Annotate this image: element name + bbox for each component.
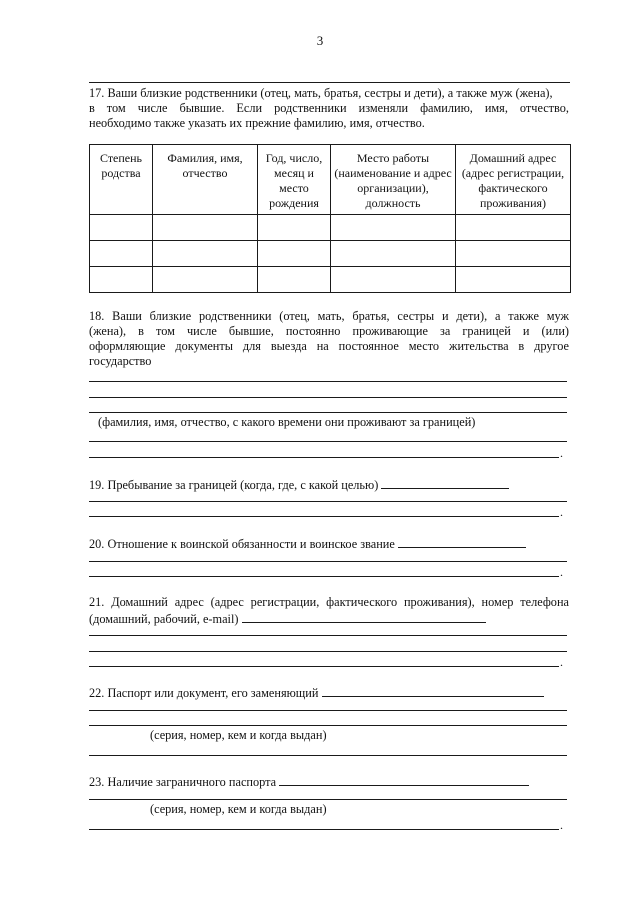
q18-answer-line-2[interactable]: [89, 397, 567, 398]
table-cell[interactable]: [153, 267, 258, 293]
q17-line-3: необходимо также указать их прежние фамилию, имя, отчество.: [89, 116, 425, 130]
q23-answer-line-1[interactable]: [89, 799, 567, 800]
q19-row: [89, 476, 569, 493]
q20-answer-line-2[interactable]: [89, 576, 559, 577]
q18-line-3: оформляющие документы для выезда на постоянное место жительства в другое: [89, 339, 569, 353]
q19-answer-inline[interactable]: [381, 476, 509, 489]
q17-line-1: 17. Ваши близкие родственники (отец, мать, братья, сестры и дети), а также муж (жена),: [89, 86, 553, 100]
table-cell[interactable]: [153, 215, 258, 241]
table-cell[interactable]: [331, 267, 456, 293]
relatives-table: [89, 144, 571, 293]
q17-line-2: в том числе бывшие. Если родственники изменяли фамилию, имя, отчество,: [89, 101, 569, 115]
table-cell[interactable]: [258, 267, 331, 293]
table-cell[interactable]: [456, 241, 571, 267]
q22-answer-inline[interactable]: [322, 684, 544, 697]
page-number: 3: [316, 33, 324, 48]
q18-answer-line-1[interactable]: [89, 381, 567, 382]
table-cell[interactable]: [90, 267, 153, 293]
table-cell[interactable]: [258, 215, 331, 241]
q18-answer-line-3[interactable]: [89, 412, 567, 413]
table-cell[interactable]: [331, 215, 456, 241]
q18-line-4: государство: [89, 354, 152, 368]
q21-row-2: [89, 610, 569, 627]
table-cell[interactable]: [90, 241, 153, 267]
q20-label: 20. Отношение к воинской обязанности и воинское звание: [89, 537, 395, 551]
q17-top-rule: [89, 82, 570, 83]
q23-answer-line-2[interactable]: [89, 829, 559, 830]
q21-label-2: (домашний, рабочий, e-mail): [89, 612, 239, 626]
q18-answer-line-4[interactable]: [89, 441, 567, 442]
table-cell[interactable]: [456, 267, 571, 293]
q23-end-mark: .: [560, 818, 563, 832]
header-home-address: Домашний адрес (адрес регистрации, фактического проживания): [456, 145, 571, 215]
q18-line-2: (жена), в том числе бывшие, постоянно проживающие за границей и (или): [89, 324, 569, 338]
q19-answer-line-2[interactable]: [89, 516, 559, 517]
q23-row: [89, 773, 569, 790]
q20-end-mark: .: [560, 565, 563, 579]
table-row: [90, 267, 571, 293]
q19-answer-line-1[interactable]: [89, 501, 567, 502]
q18-end-mark: .: [560, 446, 563, 460]
table-cell[interactable]: [90, 215, 153, 241]
table-row: [90, 241, 571, 267]
q21-answer-line-1[interactable]: [89, 635, 567, 636]
q21-answer-line-2[interactable]: [89, 651, 567, 652]
header-full-name: Фамилия, имя, отчество: [153, 145, 258, 215]
q18-answer-line-5[interactable]: [89, 457, 559, 458]
header-birth: Год, число, месяц и место рождения: [258, 145, 331, 215]
q23-label: 23. Наличие заграничного паспорта: [89, 775, 277, 789]
q23-answer-inline[interactable]: [279, 773, 529, 786]
table-cell[interactable]: [331, 241, 456, 267]
q19-end-mark: .: [560, 505, 563, 519]
q22-label: 22. Паспорт или документ, его заменяющий: [89, 686, 319, 700]
q18-line-1: 18. Ваши близкие родственники (отец, мать, братья, сестры и дети), а также муж: [89, 309, 569, 323]
q22-row: [89, 684, 569, 701]
header-kinship: Степень родства: [90, 145, 153, 215]
q20-row: [89, 535, 569, 552]
q18-caption: (фамилия, имя, отчество, с какого времени они проживают за границей): [98, 415, 476, 429]
q22-answer-line-3[interactable]: [89, 755, 567, 756]
q23-caption: (серия, номер, кем и когда выдан): [150, 802, 327, 816]
q20-answer-line-1[interactable]: [89, 561, 567, 562]
q22-answer-line-1[interactable]: [89, 710, 567, 711]
q21-answer-inline[interactable]: [242, 610, 486, 623]
q19-label: 19. Пребывание за границей (когда, где, с какой целью): [89, 478, 379, 492]
table-row: [90, 215, 571, 241]
q21-line-1: 21. Домашний адрес (адрес регистрации, фактического проживания), номер телефона: [89, 595, 569, 609]
table-cell[interactable]: [258, 241, 331, 267]
table-cell[interactable]: [456, 215, 571, 241]
q21-answer-line-3[interactable]: [89, 666, 559, 667]
header-workplace: Место работы (наименование и адрес организации), должность: [331, 145, 456, 215]
q21-end-mark: .: [560, 655, 563, 669]
q22-answer-line-2[interactable]: [89, 725, 567, 726]
table-cell[interactable]: [153, 241, 258, 267]
q20-answer-inline[interactable]: [398, 535, 526, 548]
q22-caption: (серия, номер, кем и когда выдан): [150, 728, 327, 742]
